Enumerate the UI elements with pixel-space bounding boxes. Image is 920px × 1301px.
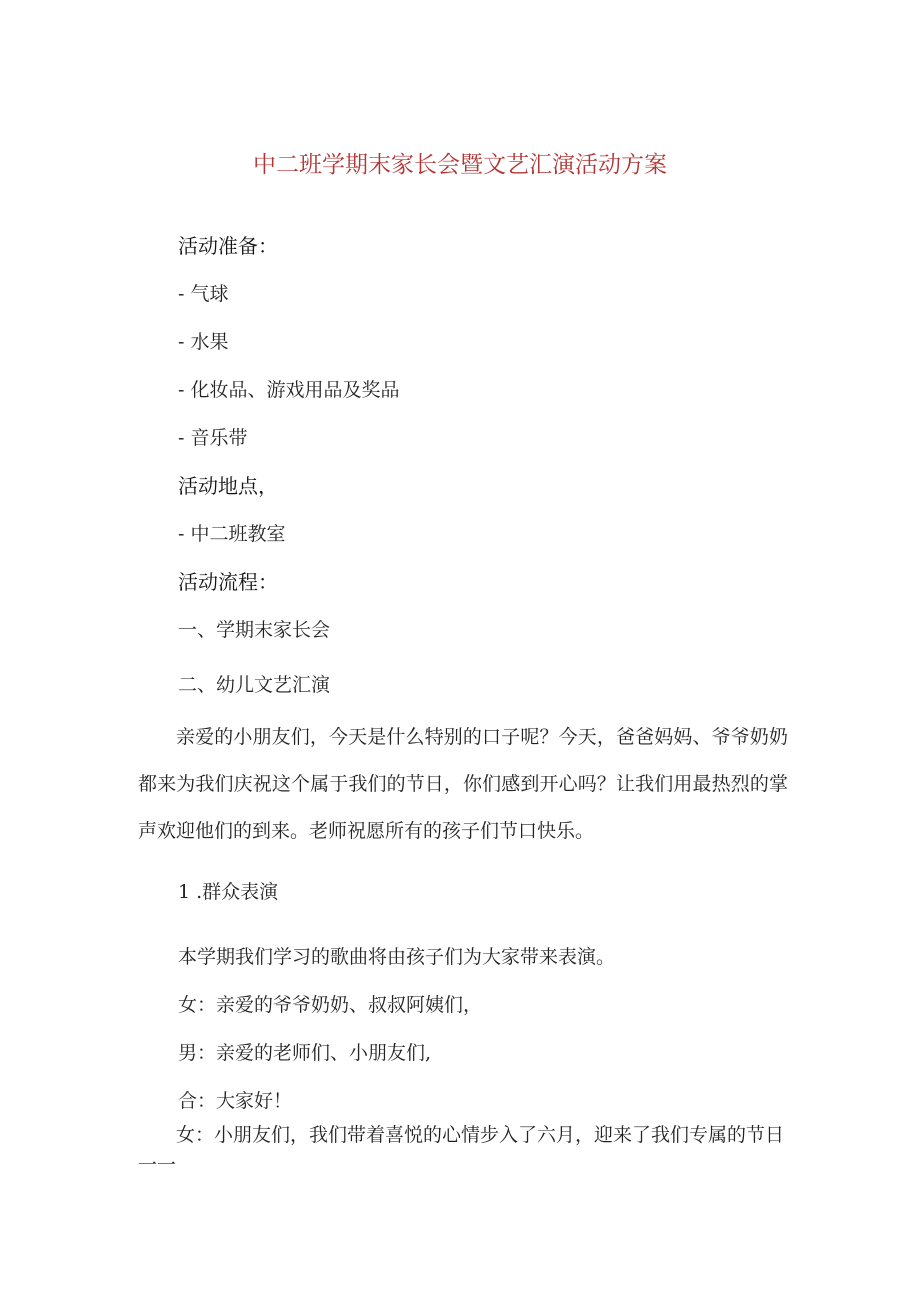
dialogue-line-together: 合：大家好！ [178,1090,293,1112]
dialogue-line-female: 女：亲爱的爷爷奶奶、叔叔阿姨们， [178,994,483,1016]
prep-item-supplies: - 化妆品、游戏用品及奖品 [178,379,400,401]
section-1-heading: 1 .群众表演 [178,881,279,903]
intro-paragraph: 亲爱的小朋友们，今天是什么特别的口子呢？今天，爸爸妈妈、爷爷奶奶都来为我们庆祝这个属于我们的节日，你们感到开心吗？让我们用最热烈的掌声欢迎他们的到来。老师祝愿所有的孩子们节口快乐。 [138,726,788,842]
process-item-performance: 二、幼儿文艺汇演 [178,674,331,696]
prep-item-fruit: - 水果 [178,331,229,353]
dialogue-line-male: 男：亲爱的老师们、小朋友们, [178,1042,432,1064]
document-title: 中二班学期末家长会暨文艺汇演活动方案 [253,152,667,178]
location-heading: 活动地点， [178,474,278,498]
location-item-classroom: - 中二班教室 [178,523,286,545]
prep-heading: 活动准备： [178,234,278,258]
prep-item-music: - 音乐带 [178,427,248,449]
process-item-parent-meeting: 一、学期末家长会 [178,619,331,641]
process-heading: 活动流程： [178,570,278,594]
section-1-intro: 本学期我们学习的歌曲将由孩子们为大家带来表演。 [178,946,616,968]
prep-item-balloons: - 气球 [178,283,229,305]
closing-paragraph: 女：小朋友们，我们带着喜悦的心情步入了六月，迎来了我们专属的节日一一 [138,1124,785,1176]
